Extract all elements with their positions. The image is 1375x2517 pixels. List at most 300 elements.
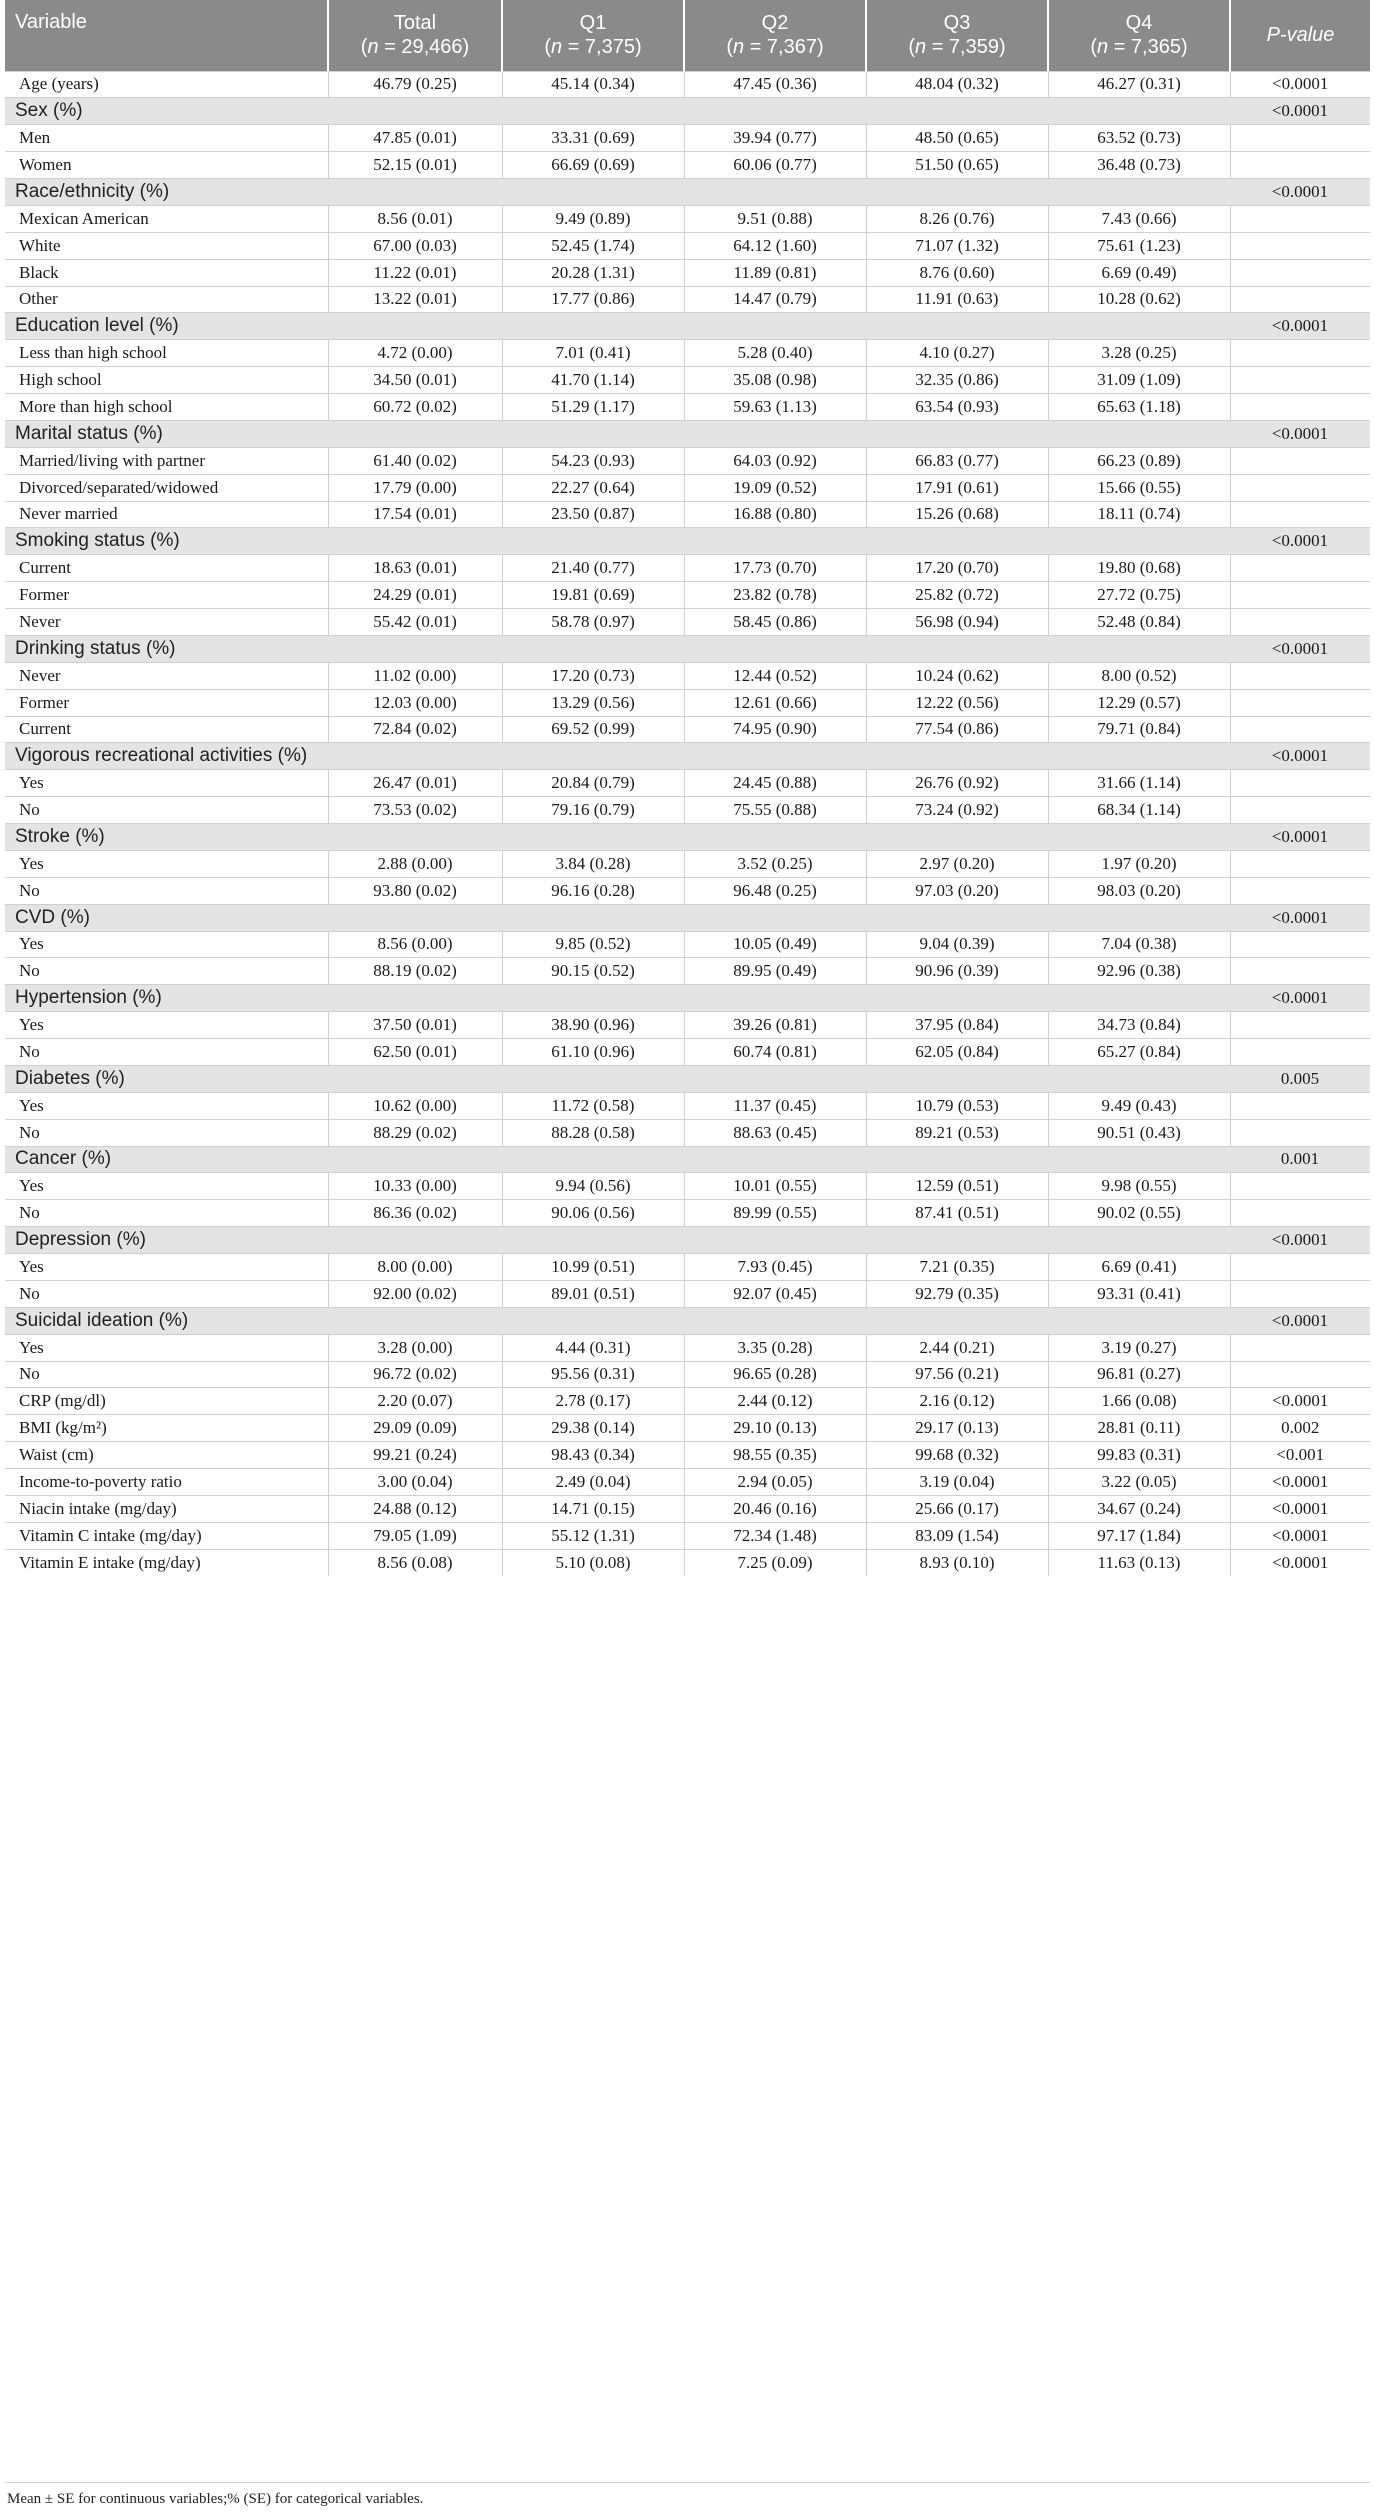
section-label: Drinking status (%) bbox=[5, 635, 1230, 662]
section-row bbox=[5, 904, 1370, 931]
p-value-cell: <0.0001 bbox=[1230, 904, 1370, 931]
value-cell: 62.50 (0.01) bbox=[328, 1039, 502, 1066]
p-value-cell bbox=[1230, 394, 1370, 421]
table-row bbox=[5, 1495, 1370, 1522]
value-cell: 11.37 (0.45) bbox=[684, 1092, 866, 1119]
value-cell: 98.03 (0.20) bbox=[1048, 877, 1230, 904]
value-cell: 67.00 (0.03) bbox=[328, 232, 502, 259]
value-cell: 11.22 (0.01) bbox=[328, 259, 502, 286]
p-value-cell bbox=[1230, 958, 1370, 985]
value-cell: 68.34 (1.14) bbox=[1048, 797, 1230, 824]
p-value-cell bbox=[1230, 770, 1370, 797]
variable-label: Yes bbox=[5, 1173, 328, 1200]
value-cell: 54.23 (0.93) bbox=[502, 447, 684, 474]
value-cell: 26.76 (0.92) bbox=[866, 770, 1048, 797]
value-cell: 3.19 (0.04) bbox=[866, 1469, 1048, 1496]
value-cell: 93.31 (0.41) bbox=[1048, 1280, 1230, 1307]
value-cell: 3.52 (0.25) bbox=[684, 850, 866, 877]
p-value-cell: <0.0001 bbox=[1230, 1388, 1370, 1415]
section-label: Education level (%) bbox=[5, 313, 1230, 340]
table-row bbox=[5, 1549, 1370, 1576]
value-cell: 73.24 (0.92) bbox=[866, 797, 1048, 824]
value-cell: 16.88 (0.80) bbox=[684, 501, 866, 528]
value-cell: 12.44 (0.52) bbox=[684, 662, 866, 689]
value-cell: 24.29 (0.01) bbox=[328, 582, 502, 609]
table-row bbox=[5, 797, 1370, 824]
value-cell: 29.17 (0.13) bbox=[866, 1415, 1048, 1442]
p-value-cell: <0.0001 bbox=[1230, 1549, 1370, 1576]
value-cell: 39.94 (0.77) bbox=[684, 125, 866, 152]
p-value-cell: 0.001 bbox=[1230, 1146, 1370, 1173]
value-cell: 4.72 (0.00) bbox=[328, 340, 502, 367]
value-cell: 2.78 (0.17) bbox=[502, 1388, 684, 1415]
value-cell: 56.98 (0.94) bbox=[866, 609, 1048, 636]
value-cell: 37.50 (0.01) bbox=[328, 1012, 502, 1039]
variable-label: Men bbox=[5, 125, 328, 152]
value-cell: 10.28 (0.62) bbox=[1048, 286, 1230, 313]
p-value-cell bbox=[1230, 259, 1370, 286]
value-cell: 88.19 (0.02) bbox=[328, 958, 502, 985]
table-row bbox=[5, 555, 1370, 582]
value-cell: 88.63 (0.45) bbox=[684, 1119, 866, 1146]
value-cell: 9.85 (0.52) bbox=[502, 931, 684, 958]
value-cell: 2.16 (0.12) bbox=[866, 1388, 1048, 1415]
p-value-cell bbox=[1230, 205, 1370, 232]
value-cell: 24.45 (0.88) bbox=[684, 770, 866, 797]
section-row bbox=[5, 313, 1370, 340]
value-cell: 69.52 (0.99) bbox=[502, 716, 684, 743]
value-cell: 83.09 (1.54) bbox=[866, 1522, 1048, 1549]
variable-label: Waist (cm) bbox=[5, 1442, 328, 1469]
value-cell: 10.33 (0.00) bbox=[328, 1173, 502, 1200]
value-cell: 11.89 (0.81) bbox=[684, 259, 866, 286]
table-row bbox=[5, 205, 1370, 232]
value-cell: 59.63 (1.13) bbox=[684, 394, 866, 421]
value-cell: 90.15 (0.52) bbox=[502, 958, 684, 985]
value-cell: 13.22 (0.01) bbox=[328, 286, 502, 313]
value-cell: 90.02 (0.55) bbox=[1048, 1200, 1230, 1227]
value-cell: 33.31 (0.69) bbox=[502, 125, 684, 152]
value-cell: 96.72 (0.02) bbox=[328, 1361, 502, 1388]
value-cell: 89.99 (0.55) bbox=[684, 1200, 866, 1227]
p-value-cell bbox=[1230, 474, 1370, 501]
p-value-cell bbox=[1230, 447, 1370, 474]
p-value-cell bbox=[1230, 877, 1370, 904]
value-cell: 64.03 (0.92) bbox=[684, 447, 866, 474]
value-cell: 7.93 (0.45) bbox=[684, 1254, 866, 1281]
value-cell: 8.76 (0.60) bbox=[866, 259, 1048, 286]
value-cell: 75.61 (1.23) bbox=[1048, 232, 1230, 259]
value-cell: 21.40 (0.77) bbox=[502, 555, 684, 582]
value-cell: 9.04 (0.39) bbox=[866, 931, 1048, 958]
value-cell: 14.71 (0.15) bbox=[502, 1495, 684, 1522]
value-cell: 37.95 (0.84) bbox=[866, 1012, 1048, 1039]
value-cell: 65.63 (1.18) bbox=[1048, 394, 1230, 421]
value-cell: 96.16 (0.28) bbox=[502, 877, 684, 904]
variable-label: No bbox=[5, 1361, 328, 1388]
variable-label: No bbox=[5, 797, 328, 824]
p-value-cell bbox=[1230, 1334, 1370, 1361]
section-row bbox=[5, 824, 1370, 851]
p-value-cell bbox=[1230, 609, 1370, 636]
value-cell: 86.36 (0.02) bbox=[328, 1200, 502, 1227]
table-row bbox=[5, 474, 1370, 501]
value-cell: 52.15 (0.01) bbox=[328, 152, 502, 179]
table-row bbox=[5, 1415, 1370, 1442]
variable-label: Other bbox=[5, 286, 328, 313]
value-cell: 20.46 (0.16) bbox=[684, 1495, 866, 1522]
p-value-cell bbox=[1230, 1254, 1370, 1281]
table-row bbox=[5, 609, 1370, 636]
value-cell: 8.56 (0.08) bbox=[328, 1549, 502, 1576]
section-row bbox=[5, 1065, 1370, 1092]
variable-label: Yes bbox=[5, 770, 328, 797]
table-row bbox=[5, 1442, 1370, 1469]
value-cell: 3.28 (0.25) bbox=[1048, 340, 1230, 367]
p-value-cell bbox=[1230, 1200, 1370, 1227]
value-cell: 98.43 (0.34) bbox=[502, 1442, 684, 1469]
value-cell: 74.95 (0.90) bbox=[684, 716, 866, 743]
value-cell: 45.14 (0.34) bbox=[502, 71, 684, 98]
table-row bbox=[5, 501, 1370, 528]
value-cell: 10.79 (0.53) bbox=[866, 1092, 1048, 1119]
value-cell: 96.48 (0.25) bbox=[684, 877, 866, 904]
value-cell: 36.48 (0.73) bbox=[1048, 152, 1230, 179]
p-value-cell: <0.0001 bbox=[1230, 71, 1370, 98]
value-cell: 46.79 (0.25) bbox=[328, 71, 502, 98]
table-row bbox=[5, 582, 1370, 609]
value-cell: 17.77 (0.86) bbox=[502, 286, 684, 313]
p-value-cell bbox=[1230, 1119, 1370, 1146]
table-row bbox=[5, 1039, 1370, 1066]
p-value-cell: <0.0001 bbox=[1230, 985, 1370, 1012]
value-cell: 92.00 (0.02) bbox=[328, 1280, 502, 1307]
table-row bbox=[5, 447, 1370, 474]
value-cell: 79.16 (0.79) bbox=[502, 797, 684, 824]
value-cell: 34.50 (0.01) bbox=[328, 367, 502, 394]
value-cell: 5.10 (0.08) bbox=[502, 1549, 684, 1576]
value-cell: 12.22 (0.56) bbox=[866, 689, 1048, 716]
variable-label: Yes bbox=[5, 850, 328, 877]
table-footnote: Mean ± SE for continuous variables;% (SE) for categorical variables. bbox=[7, 2491, 424, 2507]
value-cell: 17.54 (0.01) bbox=[328, 501, 502, 528]
variable-label: Never bbox=[5, 609, 328, 636]
value-cell: 3.35 (0.28) bbox=[684, 1334, 866, 1361]
header-q2: Q2 (n = 7,367) bbox=[684, 0, 866, 71]
p-value-cell: <0.0001 bbox=[1230, 528, 1370, 555]
p-value-cell: <0.0001 bbox=[1230, 313, 1370, 340]
value-cell: 20.84 (0.79) bbox=[502, 770, 684, 797]
p-value-cell bbox=[1230, 931, 1370, 958]
value-cell: 61.40 (0.02) bbox=[328, 447, 502, 474]
p-value-cell bbox=[1230, 1361, 1370, 1388]
value-cell: 28.81 (0.11) bbox=[1048, 1415, 1230, 1442]
header-q4: Q4 (n = 7,365) bbox=[1048, 0, 1230, 71]
value-cell: 39.26 (0.81) bbox=[684, 1012, 866, 1039]
value-cell: 7.21 (0.35) bbox=[866, 1254, 1048, 1281]
p-value-cell bbox=[1230, 1280, 1370, 1307]
variable-label: More than high school bbox=[5, 394, 328, 421]
value-cell: 87.41 (0.51) bbox=[866, 1200, 1048, 1227]
value-cell: 55.12 (1.31) bbox=[502, 1522, 684, 1549]
p-value-cell bbox=[1230, 340, 1370, 367]
section-row bbox=[5, 1307, 1370, 1334]
p-value-cell bbox=[1230, 286, 1370, 313]
value-cell: 77.54 (0.86) bbox=[866, 716, 1048, 743]
value-cell: 66.69 (0.69) bbox=[502, 152, 684, 179]
value-cell: 60.06 (0.77) bbox=[684, 152, 866, 179]
value-cell: 19.09 (0.52) bbox=[684, 474, 866, 501]
p-value-cell: <0.0001 bbox=[1230, 824, 1370, 851]
value-cell: 8.00 (0.52) bbox=[1048, 662, 1230, 689]
section-row bbox=[5, 528, 1370, 555]
value-cell: 12.03 (0.00) bbox=[328, 689, 502, 716]
section-row bbox=[5, 1146, 1370, 1173]
value-cell: 4.44 (0.31) bbox=[502, 1334, 684, 1361]
value-cell: 23.50 (0.87) bbox=[502, 501, 684, 528]
value-cell: 7.43 (0.66) bbox=[1048, 205, 1230, 232]
p-value-cell: <0.0001 bbox=[1230, 1522, 1370, 1549]
value-cell: 34.67 (0.24) bbox=[1048, 1495, 1230, 1522]
p-value-cell bbox=[1230, 1092, 1370, 1119]
p-value-cell bbox=[1230, 662, 1370, 689]
value-cell: 13.29 (0.56) bbox=[502, 689, 684, 716]
value-cell: 8.26 (0.76) bbox=[866, 205, 1048, 232]
table-row bbox=[5, 1119, 1370, 1146]
p-value-cell: 0.002 bbox=[1230, 1415, 1370, 1442]
value-cell: 11.63 (0.13) bbox=[1048, 1549, 1230, 1576]
table-row bbox=[5, 394, 1370, 421]
value-cell: 60.72 (0.02) bbox=[328, 394, 502, 421]
variable-label: No bbox=[5, 1280, 328, 1307]
value-cell: 3.00 (0.04) bbox=[328, 1469, 502, 1496]
value-cell: 9.98 (0.55) bbox=[1048, 1173, 1230, 1200]
value-cell: 99.68 (0.32) bbox=[866, 1442, 1048, 1469]
value-cell: 72.84 (0.02) bbox=[328, 716, 502, 743]
value-cell: 60.74 (0.81) bbox=[684, 1039, 866, 1066]
section-label: Hypertension (%) bbox=[5, 985, 1230, 1012]
section-row bbox=[5, 1227, 1370, 1254]
value-cell: 5.28 (0.40) bbox=[684, 340, 866, 367]
variable-label: Yes bbox=[5, 931, 328, 958]
p-value-cell bbox=[1230, 1039, 1370, 1066]
value-cell: 12.61 (0.66) bbox=[684, 689, 866, 716]
value-cell: 66.83 (0.77) bbox=[866, 447, 1048, 474]
p-value-cell: <0.0001 bbox=[1230, 98, 1370, 125]
variable-label: Women bbox=[5, 152, 328, 179]
variable-label: Yes bbox=[5, 1092, 328, 1119]
table-row bbox=[5, 1173, 1370, 1200]
value-cell: 8.93 (0.10) bbox=[866, 1549, 1048, 1576]
value-cell: 35.08 (0.98) bbox=[684, 367, 866, 394]
p-value-cell: <0.0001 bbox=[1230, 1227, 1370, 1254]
value-cell: 23.82 (0.78) bbox=[684, 582, 866, 609]
table-row bbox=[5, 125, 1370, 152]
value-cell: 92.07 (0.45) bbox=[684, 1280, 866, 1307]
value-cell: 25.82 (0.72) bbox=[866, 582, 1048, 609]
value-cell: 63.54 (0.93) bbox=[866, 394, 1048, 421]
section-label: Sex (%) bbox=[5, 98, 1230, 125]
value-cell: 7.04 (0.38) bbox=[1048, 931, 1230, 958]
value-cell: 10.24 (0.62) bbox=[866, 662, 1048, 689]
variable-label: No bbox=[5, 1200, 328, 1227]
value-cell: 9.49 (0.89) bbox=[502, 205, 684, 232]
p-value-cell bbox=[1230, 797, 1370, 824]
value-cell: 99.83 (0.31) bbox=[1048, 1442, 1230, 1469]
section-row bbox=[5, 743, 1370, 770]
value-cell: 88.28 (0.58) bbox=[502, 1119, 684, 1146]
value-cell: 34.73 (0.84) bbox=[1048, 1012, 1230, 1039]
value-cell: 17.20 (0.73) bbox=[502, 662, 684, 689]
value-cell: 95.56 (0.31) bbox=[502, 1361, 684, 1388]
value-cell: 2.97 (0.20) bbox=[866, 850, 1048, 877]
value-cell: 3.84 (0.28) bbox=[502, 850, 684, 877]
value-cell: 10.99 (0.51) bbox=[502, 1254, 684, 1281]
value-cell: 79.05 (1.09) bbox=[328, 1522, 502, 1549]
variable-label: No bbox=[5, 1039, 328, 1066]
section-label: Suicidal ideation (%) bbox=[5, 1307, 1230, 1334]
p-value-cell bbox=[1230, 1173, 1370, 1200]
section-label: Smoking status (%) bbox=[5, 528, 1230, 555]
p-value-cell bbox=[1230, 367, 1370, 394]
p-value-cell bbox=[1230, 850, 1370, 877]
variable-label: Niacin intake (mg/day) bbox=[5, 1495, 328, 1522]
value-cell: 26.47 (0.01) bbox=[328, 770, 502, 797]
baseline-characteristics-table bbox=[5, 0, 1370, 1576]
p-value-cell: <0.0001 bbox=[1230, 179, 1370, 206]
section-row bbox=[5, 179, 1370, 206]
table-row bbox=[5, 689, 1370, 716]
table-row bbox=[5, 770, 1370, 797]
value-cell: 92.79 (0.35) bbox=[866, 1280, 1048, 1307]
value-cell: 3.19 (0.27) bbox=[1048, 1334, 1230, 1361]
value-cell: 10.01 (0.55) bbox=[684, 1173, 866, 1200]
value-cell: 7.25 (0.09) bbox=[684, 1549, 866, 1576]
p-value-cell: <0.0001 bbox=[1230, 1469, 1370, 1496]
variable-label: Yes bbox=[5, 1012, 328, 1039]
value-cell: 11.02 (0.00) bbox=[328, 662, 502, 689]
value-cell: 10.05 (0.49) bbox=[684, 931, 866, 958]
value-cell: 17.73 (0.70) bbox=[684, 555, 866, 582]
value-cell: 32.35 (0.86) bbox=[866, 367, 1048, 394]
variable-label: Former bbox=[5, 582, 328, 609]
section-label: Marital status (%) bbox=[5, 420, 1230, 447]
value-cell: 3.28 (0.00) bbox=[328, 1334, 502, 1361]
section-label: Depression (%) bbox=[5, 1227, 1230, 1254]
p-value-cell bbox=[1230, 501, 1370, 528]
value-cell: 11.72 (0.58) bbox=[502, 1092, 684, 1119]
table-container bbox=[5, 0, 1370, 1576]
value-cell: 2.88 (0.00) bbox=[328, 850, 502, 877]
variable-label: Black bbox=[5, 259, 328, 286]
variable-label: Less than high school bbox=[5, 340, 328, 367]
value-cell: 58.45 (0.86) bbox=[684, 609, 866, 636]
value-cell: 90.06 (0.56) bbox=[502, 1200, 684, 1227]
value-cell: 19.80 (0.68) bbox=[1048, 555, 1230, 582]
value-cell: 64.12 (1.60) bbox=[684, 232, 866, 259]
p-value-cell bbox=[1230, 152, 1370, 179]
table-row bbox=[5, 152, 1370, 179]
p-value-cell: 0.005 bbox=[1230, 1065, 1370, 1092]
table-row bbox=[5, 877, 1370, 904]
p-value-cell bbox=[1230, 1012, 1370, 1039]
variable-label: Divorced/separated/widowed bbox=[5, 474, 328, 501]
table-row bbox=[5, 1092, 1370, 1119]
value-cell: 1.66 (0.08) bbox=[1048, 1388, 1230, 1415]
value-cell: 4.10 (0.27) bbox=[866, 340, 1048, 367]
value-cell: 88.29 (0.02) bbox=[328, 1119, 502, 1146]
value-cell: 31.09 (1.09) bbox=[1048, 367, 1230, 394]
variable-label: No bbox=[5, 958, 328, 985]
value-cell: 7.01 (0.41) bbox=[502, 340, 684, 367]
p-value-cell bbox=[1230, 716, 1370, 743]
value-cell: 25.66 (0.17) bbox=[866, 1495, 1048, 1522]
value-cell: 10.62 (0.00) bbox=[328, 1092, 502, 1119]
variable-label: Married/living with partner bbox=[5, 447, 328, 474]
value-cell: 9.51 (0.88) bbox=[684, 205, 866, 232]
value-cell: 97.17 (1.84) bbox=[1048, 1522, 1230, 1549]
p-value-cell bbox=[1230, 555, 1370, 582]
value-cell: 24.88 (0.12) bbox=[328, 1495, 502, 1522]
variable-label: Former bbox=[5, 689, 328, 716]
table-body bbox=[5, 71, 1370, 1576]
value-cell: 38.90 (0.96) bbox=[502, 1012, 684, 1039]
value-cell: 29.09 (0.09) bbox=[328, 1415, 502, 1442]
value-cell: 89.95 (0.49) bbox=[684, 958, 866, 985]
value-cell: 14.47 (0.79) bbox=[684, 286, 866, 313]
variable-label: White bbox=[5, 232, 328, 259]
table-row bbox=[5, 1200, 1370, 1227]
variable-label: BMI (kg/m²) bbox=[5, 1415, 328, 1442]
table-bottom-rule bbox=[5, 2482, 1370, 2483]
value-cell: 6.69 (0.49) bbox=[1048, 259, 1230, 286]
variable-label: Mexican American bbox=[5, 205, 328, 232]
section-row bbox=[5, 635, 1370, 662]
table-row bbox=[5, 1469, 1370, 1496]
section-label: Stroke (%) bbox=[5, 824, 1230, 851]
value-cell: 41.70 (1.14) bbox=[502, 367, 684, 394]
table-row bbox=[5, 1012, 1370, 1039]
value-cell: 22.27 (0.64) bbox=[502, 474, 684, 501]
value-cell: 1.97 (0.20) bbox=[1048, 850, 1230, 877]
value-cell: 52.48 (0.84) bbox=[1048, 609, 1230, 636]
value-cell: 2.49 (0.04) bbox=[502, 1469, 684, 1496]
table-row bbox=[5, 958, 1370, 985]
value-cell: 31.66 (1.14) bbox=[1048, 770, 1230, 797]
value-cell: 3.22 (0.05) bbox=[1048, 1469, 1230, 1496]
p-value-cell: <0.0001 bbox=[1230, 1495, 1370, 1522]
value-cell: 11.91 (0.63) bbox=[866, 286, 1048, 313]
variable-label: CRP (mg/dl) bbox=[5, 1388, 328, 1415]
value-cell: 97.03 (0.20) bbox=[866, 877, 1048, 904]
table-row bbox=[5, 286, 1370, 313]
value-cell: 29.10 (0.13) bbox=[684, 1415, 866, 1442]
value-cell: 2.20 (0.07) bbox=[328, 1388, 502, 1415]
value-cell: 18.11 (0.74) bbox=[1048, 501, 1230, 528]
value-cell: 58.78 (0.97) bbox=[502, 609, 684, 636]
value-cell: 8.00 (0.00) bbox=[328, 1254, 502, 1281]
value-cell: 65.27 (0.84) bbox=[1048, 1039, 1230, 1066]
table-row bbox=[5, 1254, 1370, 1281]
value-cell: 9.49 (0.43) bbox=[1048, 1092, 1230, 1119]
value-cell: 90.96 (0.39) bbox=[866, 958, 1048, 985]
value-cell: 6.69 (0.41) bbox=[1048, 1254, 1230, 1281]
value-cell: 47.45 (0.36) bbox=[684, 71, 866, 98]
variable-label: Vitamin C intake (mg/day) bbox=[5, 1522, 328, 1549]
table-row bbox=[5, 367, 1370, 394]
value-cell: 18.63 (0.01) bbox=[328, 555, 502, 582]
table-row bbox=[5, 1280, 1370, 1307]
